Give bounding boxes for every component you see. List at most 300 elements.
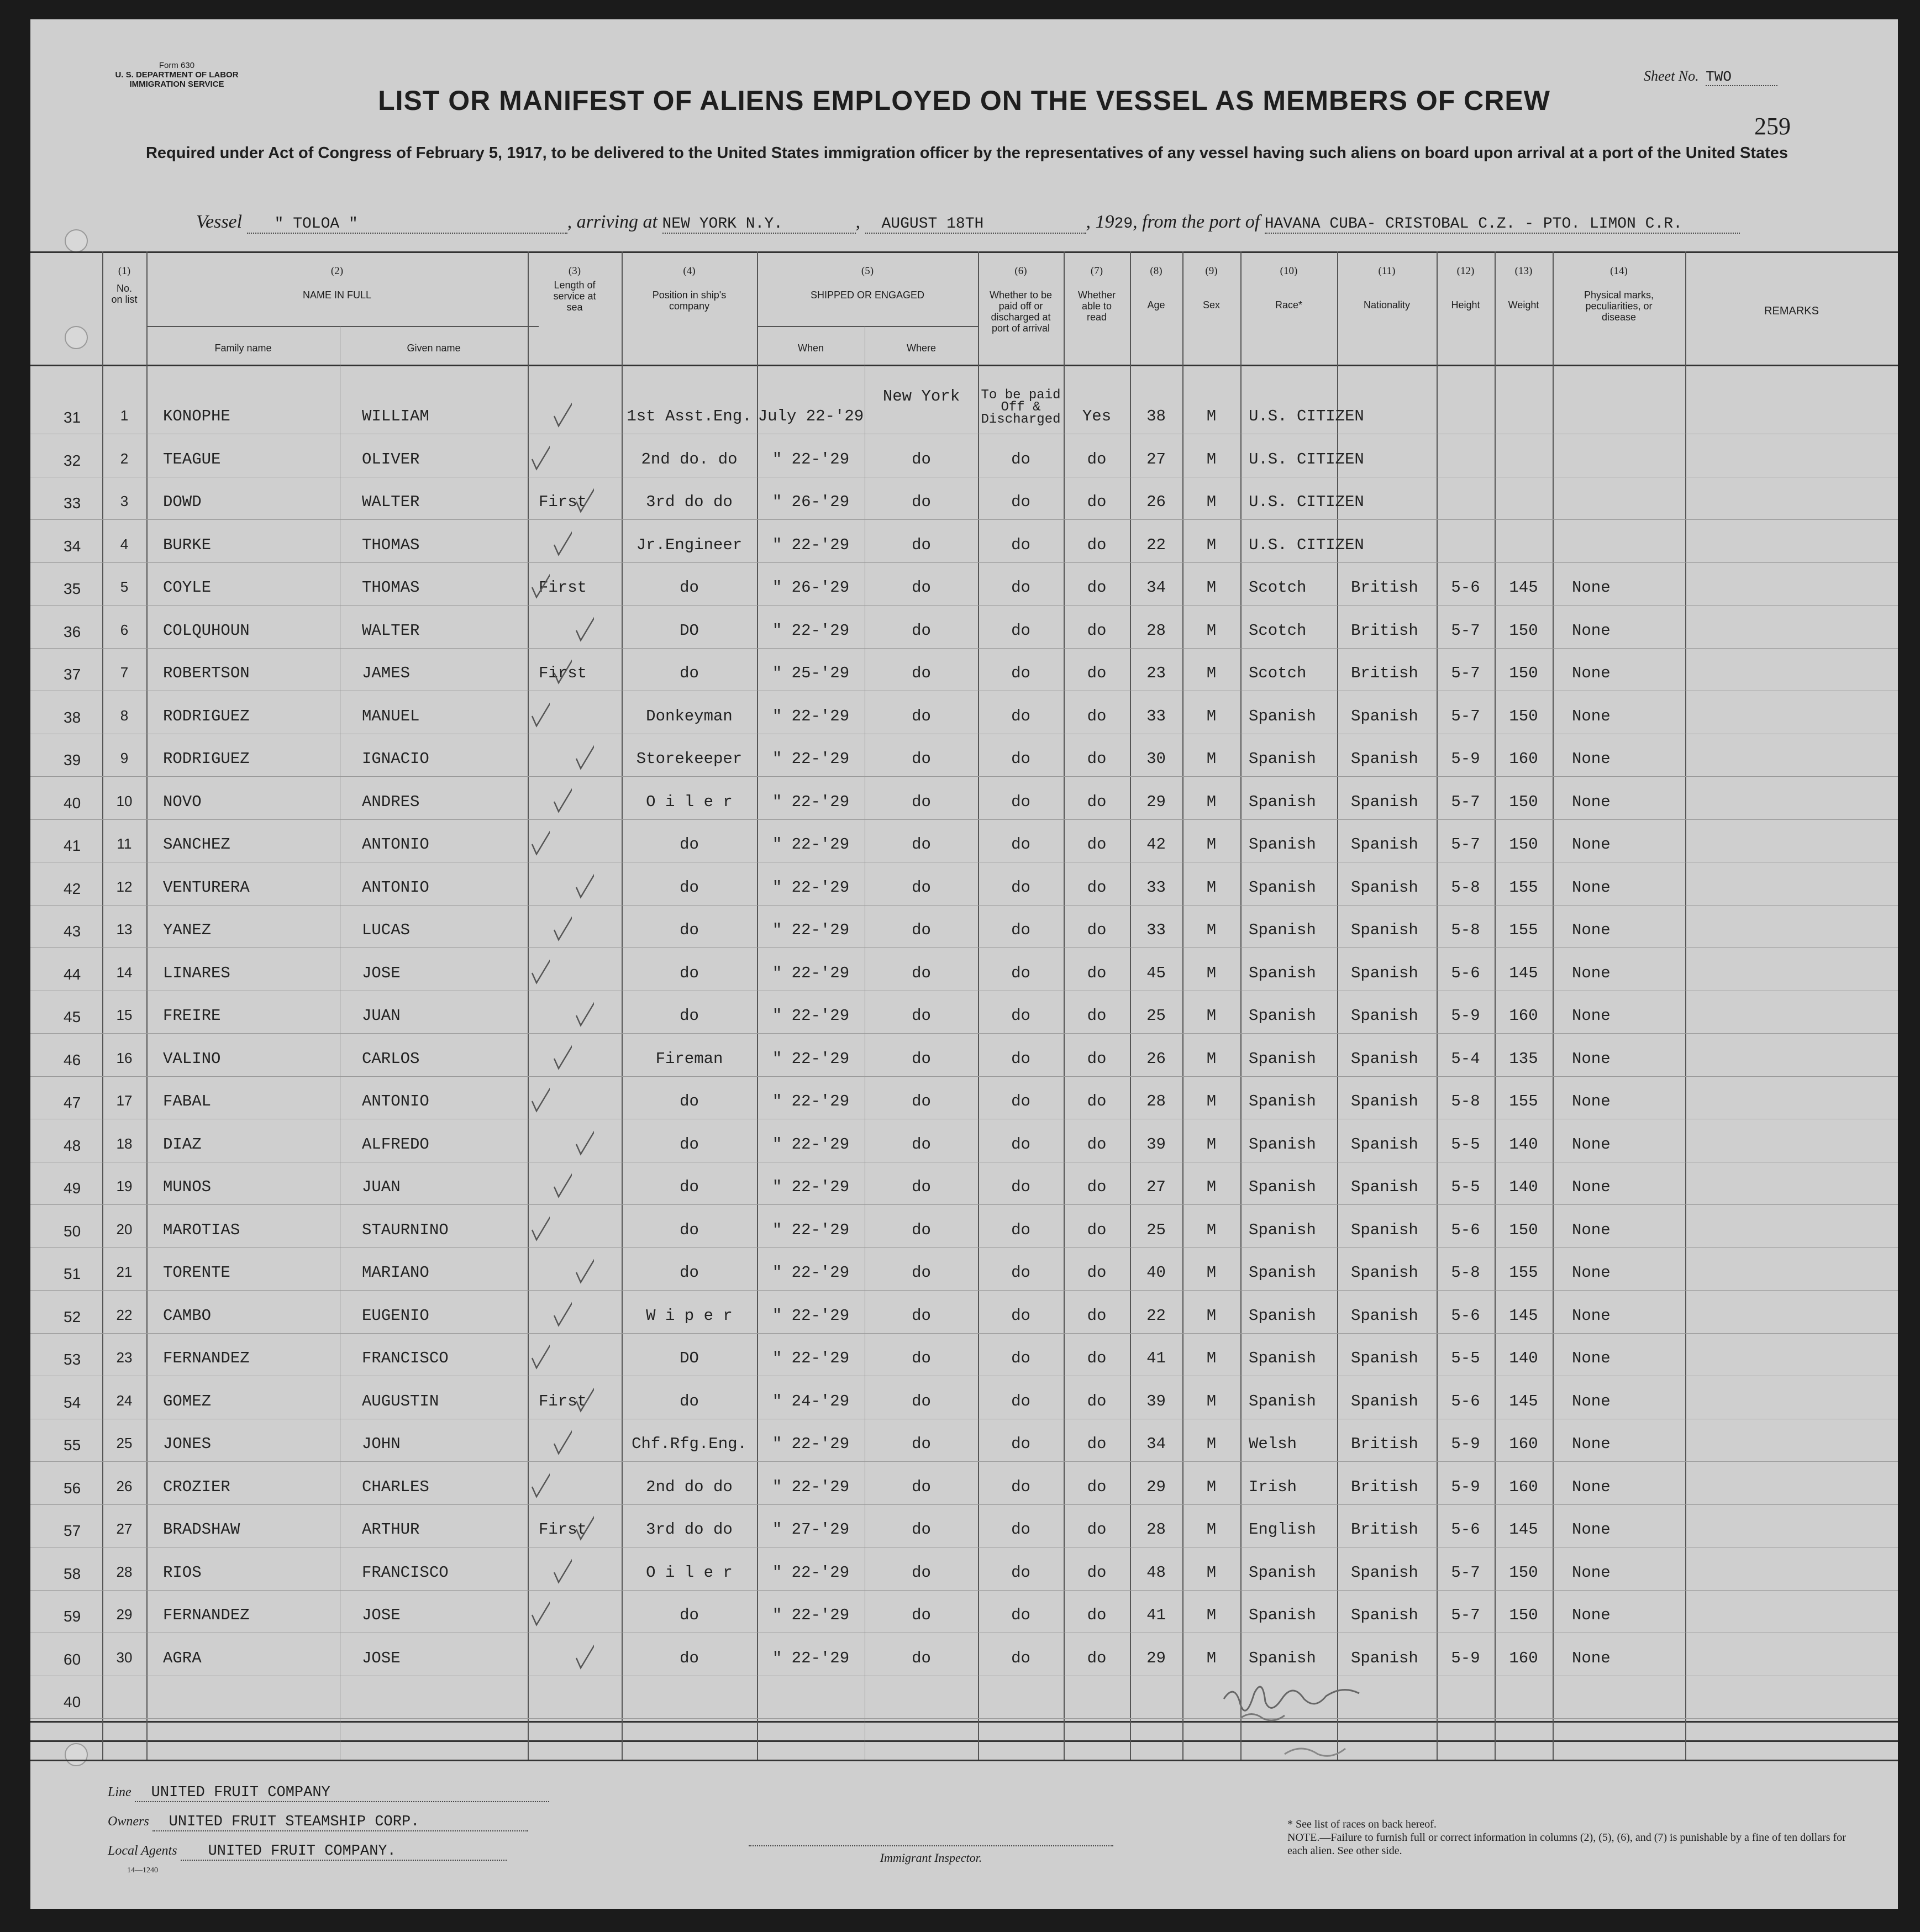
cell-nat: Spanish xyxy=(1351,1178,1418,1196)
cell-when: " 26-'29 xyxy=(772,493,850,511)
line-number: 59 xyxy=(64,1608,81,1625)
cell-no: 28 xyxy=(116,1563,133,1580)
cell-nat: British xyxy=(1351,664,1418,682)
cell-race: U.S. CITIZEN xyxy=(1249,450,1364,468)
footer-notes xyxy=(1287,1818,1851,1857)
cell-marks: None xyxy=(1572,1007,1611,1025)
cell-position: O i l e r xyxy=(646,792,733,811)
cell-age: 30 xyxy=(1146,750,1166,768)
cell-family: FABAL xyxy=(163,1092,212,1110)
cell-where: do xyxy=(912,1349,931,1367)
col-header-sex xyxy=(1182,265,1240,310)
cell-weight: 160 xyxy=(1509,1435,1538,1453)
cell-given: ANTONIO xyxy=(362,835,429,854)
cell-position: W i p e r xyxy=(646,1306,733,1325)
cell-weight: 150 xyxy=(1509,835,1538,854)
cell-age: 33 xyxy=(1146,921,1166,939)
line-number: 39 xyxy=(64,751,81,768)
cell-sex: M xyxy=(1206,1178,1217,1196)
cell-position: O i l e r xyxy=(646,1563,733,1582)
punch-hole xyxy=(65,326,88,349)
sheet-number-field xyxy=(1644,68,1777,86)
cell-no: 8 xyxy=(120,707,129,724)
cell-given: CHARLES xyxy=(362,1477,429,1496)
cell-given: JUAN xyxy=(362,1178,401,1196)
cell-weight: 155 xyxy=(1509,878,1538,897)
line-number: 34 xyxy=(64,537,81,555)
cell-family: MUNOS xyxy=(163,1178,212,1196)
check-mark-icon xyxy=(528,1460,550,1499)
cell-no: 4 xyxy=(120,535,129,552)
cell-given: MANUEL xyxy=(362,707,420,725)
cell-paid: do xyxy=(1011,921,1030,939)
cell-paid: do xyxy=(1011,578,1030,597)
check-mark-icon xyxy=(550,1032,572,1071)
cell-where: do xyxy=(912,964,931,982)
cell-position: Jr.Engineer xyxy=(636,535,743,554)
col-num: (13) xyxy=(1514,265,1533,277)
cell-age: 48 xyxy=(1146,1563,1166,1582)
cell-sex: M xyxy=(1206,450,1217,468)
cell-family: NOVO xyxy=(163,792,202,811)
cell-sex: M xyxy=(1206,1135,1217,1154)
cell-where: do xyxy=(912,1306,931,1325)
col-header-given-name: Given name xyxy=(407,343,461,354)
cell-paid: do xyxy=(1011,493,1030,511)
cell-service: First xyxy=(539,578,587,597)
cell-paid: do xyxy=(1011,1349,1030,1367)
arriving-label: , arriving at xyxy=(567,212,657,232)
cell-race: Spanish xyxy=(1249,1392,1316,1410)
cell-sex: M xyxy=(1206,792,1217,811)
cell-family: BRADSHAW xyxy=(163,1520,240,1539)
departure-ports: HAVANA CUBA- CRISTOBAL C.Z. - PTO. LIMON C.R. xyxy=(1265,215,1740,234)
cell-position: Chf.Rfg.Eng. xyxy=(632,1435,747,1453)
cell-height: 5-7 xyxy=(1451,835,1480,854)
col-header-service xyxy=(528,265,622,313)
cell-family: CROZIER xyxy=(163,1477,230,1496)
row-divider xyxy=(30,1076,1898,1077)
cell-read: do xyxy=(1087,792,1107,811)
col-num: (5) xyxy=(861,265,874,277)
cell-marks: None xyxy=(1572,1392,1611,1410)
cell-family: COLQUHOUN xyxy=(163,621,250,640)
cell-when: " 22-'29 xyxy=(772,921,850,939)
cell-race: Spanish xyxy=(1249,792,1316,811)
cell-marks: None xyxy=(1572,578,1611,597)
cell-height: 5-5 xyxy=(1451,1349,1480,1367)
cell-where: do xyxy=(912,1520,931,1539)
cell-read: do xyxy=(1087,1349,1107,1367)
cell-where: do xyxy=(912,493,931,511)
cell-position: do xyxy=(680,578,699,597)
cell-when: " 22-'29 xyxy=(772,450,850,468)
cell-position: do xyxy=(680,1392,699,1410)
col-num: (3) xyxy=(568,265,581,277)
cell-marks: None xyxy=(1572,1520,1611,1539)
cell-paid: do xyxy=(1011,1135,1030,1154)
cell-family: FREIRE xyxy=(163,1007,221,1025)
cell-no: 10 xyxy=(116,792,133,809)
cell-given: WILLIAM xyxy=(362,407,429,425)
cell-where: do xyxy=(912,621,931,640)
cell-position: do xyxy=(680,835,699,854)
manifest-sheet xyxy=(30,19,1898,1909)
cell-family: CAMBO xyxy=(163,1306,212,1325)
cell-when: " 27-'29 xyxy=(772,1520,850,1539)
note-text: —Failure to furnish full or correct information in columns (2), (5), (6), and (7) is punishable by a fine of ten dollars for each alien. See other side. xyxy=(1287,1831,1846,1857)
check-mark-icon xyxy=(550,1417,572,1456)
cell-no: 18 xyxy=(116,1135,133,1152)
vessel-label: Vessel xyxy=(196,212,243,232)
col-label: Height xyxy=(1451,299,1480,310)
cell-no: 26 xyxy=(116,1477,133,1494)
cell-weight: 145 xyxy=(1509,1306,1538,1325)
cell-family: ROBERTSON xyxy=(163,664,250,682)
cell-when: " 26-'29 xyxy=(772,578,850,597)
cell-paid: do xyxy=(1011,878,1030,897)
row-divider xyxy=(30,1333,1898,1334)
cell-no: 14 xyxy=(116,964,133,981)
cell-position: Storekeeper xyxy=(636,750,743,768)
row-divider xyxy=(30,776,1898,777)
cell-nat: Spanish xyxy=(1351,1606,1418,1624)
row-divider xyxy=(30,519,1898,520)
cell-read: do xyxy=(1087,1220,1107,1239)
line-number: 48 xyxy=(64,1136,81,1154)
line-number: 54 xyxy=(64,1393,81,1411)
cell-nat: Spanish xyxy=(1351,1092,1418,1110)
cell-where: do xyxy=(912,1049,931,1068)
cell-height: 5-9 xyxy=(1451,1435,1480,1453)
cell-age: 28 xyxy=(1146,621,1166,640)
cell-no: 20 xyxy=(116,1220,133,1238)
cell-sex: M xyxy=(1206,493,1217,511)
cell-nat: Spanish xyxy=(1351,1264,1418,1282)
cell-nat: Spanish xyxy=(1351,1392,1418,1410)
cell-no: 5 xyxy=(120,578,129,595)
cell-position: do xyxy=(680,1606,699,1624)
cell-position: do xyxy=(680,664,699,682)
cell-family: MAROTIAS xyxy=(163,1220,240,1239)
cell-race: U.S. CITIZEN xyxy=(1249,535,1364,554)
cell-height: 5-6 xyxy=(1451,1520,1480,1539)
cell-weight: 155 xyxy=(1509,1264,1538,1282)
line-number: 41 xyxy=(64,837,81,854)
row-divider xyxy=(30,1204,1898,1205)
cell-sex: M xyxy=(1206,1092,1217,1110)
cell-paid: do xyxy=(1011,1392,1030,1410)
cell-family: GOMEZ xyxy=(163,1392,212,1410)
cell-sex: M xyxy=(1206,1520,1217,1539)
cell-nat: Spanish xyxy=(1351,1306,1418,1325)
cell-position: 2nd do do xyxy=(646,1477,733,1496)
cell-when: " 22-'29 xyxy=(772,1092,850,1110)
cell-no: 17 xyxy=(116,1092,133,1109)
year-prefix: , 19 xyxy=(1086,212,1114,232)
cell-position: do xyxy=(680,1007,699,1025)
cell-age: 38 xyxy=(1146,407,1166,425)
cell-height: 5-7 xyxy=(1451,1563,1480,1582)
check-mark-icon xyxy=(528,689,550,728)
cell-when: " 22-'29 xyxy=(772,1007,850,1025)
cell-marks: None xyxy=(1572,1178,1611,1196)
cell-age: 29 xyxy=(1146,1649,1166,1667)
cell-service: First xyxy=(539,1392,587,1410)
cell-race: Spanish xyxy=(1249,835,1316,854)
row-divider xyxy=(30,905,1898,906)
cell-read: do xyxy=(1087,1306,1107,1325)
cell-sex: M xyxy=(1206,664,1217,682)
cell-paid: do xyxy=(1011,1264,1030,1282)
check-mark-icon xyxy=(572,732,594,771)
cell-when: " 22-'29 xyxy=(772,707,850,725)
cell-race: Spanish xyxy=(1249,964,1316,982)
cell-service: First xyxy=(539,493,587,511)
cell-read: do xyxy=(1087,750,1107,768)
cell-weight: 140 xyxy=(1509,1349,1538,1367)
agents-label: Local Agents xyxy=(108,1844,177,1858)
cell-age: 29 xyxy=(1146,792,1166,811)
check-mark-icon xyxy=(550,1546,572,1584)
cell-read: do xyxy=(1087,1007,1107,1025)
cell-marks: None xyxy=(1572,1477,1611,1496)
cell-height: 5-6 xyxy=(1451,578,1480,597)
line-value: UNITED FRUIT COMPANY xyxy=(135,1784,549,1802)
cell-read: do xyxy=(1087,878,1107,897)
cell-marks: None xyxy=(1572,707,1611,725)
cell-age: 28 xyxy=(1146,1520,1166,1539)
cell-sex: M xyxy=(1206,1392,1217,1410)
cell-marks: None xyxy=(1572,621,1611,640)
cell-height: 5-9 xyxy=(1451,1649,1480,1667)
cell-no: 7 xyxy=(120,664,129,681)
cell-race: Spanish xyxy=(1249,1563,1316,1582)
line-number: 43 xyxy=(64,923,81,940)
cell-given: AUGUSTIN xyxy=(362,1392,439,1410)
cell-age: 27 xyxy=(1146,450,1166,468)
cell-given: FRANCISCO xyxy=(362,1563,449,1582)
cell-height: 5-6 xyxy=(1451,964,1480,982)
cell-weight: 150 xyxy=(1509,1606,1538,1624)
immigrant-inspector-label: Immigrant Inspector. xyxy=(880,1851,982,1865)
cell-marks: None xyxy=(1572,1264,1611,1282)
cell-height: 5-9 xyxy=(1451,1007,1480,1025)
cell-family: TORENTE xyxy=(163,1264,230,1282)
cell-service: First xyxy=(539,1520,587,1539)
cell-given: FRANCISCO xyxy=(362,1349,449,1367)
col-header-remarks: REMARKS xyxy=(1764,305,1819,317)
cell-when: " 22-'29 xyxy=(772,878,850,897)
line-number: 52 xyxy=(64,1308,81,1325)
cell-given: LUCAS xyxy=(362,921,411,939)
cell-when: " 22-'29 xyxy=(772,1220,850,1239)
cell-weight: 155 xyxy=(1509,1092,1538,1110)
cell-no: 1 xyxy=(120,407,129,424)
col-label: SHIPPED OR ENGAGED xyxy=(810,289,925,301)
cell-sex: M xyxy=(1206,578,1217,597)
cell-paid: To be paid Off & Discharged xyxy=(981,388,1061,427)
check-mark-icon xyxy=(528,1075,550,1113)
cell-no: 9 xyxy=(120,750,129,766)
cell-paid: do xyxy=(1011,750,1030,768)
col-header-when: When xyxy=(797,343,824,354)
cell-given: WALTER xyxy=(362,621,420,640)
from-label: , from the port of xyxy=(1133,212,1260,232)
cell-sex: M xyxy=(1206,621,1217,640)
race-note: * See list of races on back hereof. xyxy=(1287,1818,1437,1830)
cell-nat: Spanish xyxy=(1351,878,1418,897)
cell-position: do xyxy=(680,1220,699,1239)
row-divider xyxy=(30,605,1898,606)
cell-paid: do xyxy=(1011,1007,1030,1025)
cell-nat: Spanish xyxy=(1351,1135,1418,1154)
cell-marks: None xyxy=(1572,1435,1611,1453)
cell-marks: None xyxy=(1572,964,1611,982)
cell-sex: M xyxy=(1206,921,1217,939)
col-num: (14) xyxy=(1610,265,1628,277)
cell-paid: do xyxy=(1011,964,1030,982)
cell-marks: None xyxy=(1572,1306,1611,1325)
cell-given: MARIANO xyxy=(362,1264,429,1282)
cell-where: do xyxy=(912,707,931,725)
cell-where: do xyxy=(912,835,931,854)
line-number: 60 xyxy=(64,1650,81,1668)
cell-position: 3rd do do xyxy=(646,493,733,511)
cell-when: " 25-'29 xyxy=(772,664,850,682)
line-number: 42 xyxy=(64,880,81,897)
cell-weight: 150 xyxy=(1509,1563,1538,1582)
cell-family: RODRIGUEZ xyxy=(163,750,250,768)
col-header-where: Where xyxy=(906,343,936,354)
cell-age: 33 xyxy=(1146,878,1166,897)
row-divider xyxy=(30,1247,1898,1248)
cell-nat: Spanish xyxy=(1351,1220,1418,1239)
cell-sex: M xyxy=(1206,1264,1217,1282)
cell-read: do xyxy=(1087,664,1107,682)
cell-marks: None xyxy=(1572,878,1611,897)
cell-no: 3 xyxy=(120,493,129,509)
col-label: No. on list xyxy=(111,283,138,305)
line-number: 31 xyxy=(64,409,81,426)
cell-paid: do xyxy=(1011,450,1030,468)
line-number: 33 xyxy=(64,494,81,512)
cell-no: 11 xyxy=(117,835,132,852)
cell-where: do xyxy=(912,1220,931,1239)
cell-when: " 22-'29 xyxy=(772,750,850,768)
cell-given: ALFREDO xyxy=(362,1135,429,1154)
line-number: 36 xyxy=(64,623,81,640)
cell-age: 45 xyxy=(1146,964,1166,982)
col-label: Whether to be paid off or discharged at port of arrival xyxy=(989,289,1053,334)
vessel-name: " TOLOA " xyxy=(247,215,567,234)
cell-position: DO xyxy=(680,621,699,640)
cell-where: do xyxy=(912,1178,931,1196)
inspector-signature xyxy=(1218,1677,1450,1771)
cell-age: 23 xyxy=(1146,664,1166,682)
cell-race: Spanish xyxy=(1249,1092,1316,1110)
cell-race: Spanish xyxy=(1249,1649,1316,1667)
cell-where: New York xyxy=(882,387,960,406)
check-mark-icon xyxy=(550,1160,572,1199)
cell-no: 27 xyxy=(116,1520,133,1537)
cell-when: " 22-'29 xyxy=(772,1563,850,1582)
cell-given: JUAN xyxy=(362,1007,401,1025)
cell-position: do xyxy=(680,1178,699,1196)
cell-where: do xyxy=(912,1092,931,1110)
cell-age: 40 xyxy=(1146,1264,1166,1282)
cell-given: THOMAS xyxy=(362,535,420,554)
cell-where: do xyxy=(912,750,931,768)
check-mark-icon xyxy=(572,861,594,899)
cell-nat: Spanish xyxy=(1351,1049,1418,1068)
cell-race: Spanish xyxy=(1249,1178,1316,1196)
cell-paid: do xyxy=(1011,707,1030,725)
cell-race: Spanish xyxy=(1249,878,1316,897)
row-divider xyxy=(30,1461,1898,1462)
page-number: 259 xyxy=(1754,113,1791,140)
cell-no: 25 xyxy=(116,1435,133,1451)
check-mark-icon xyxy=(528,946,550,985)
cell-where: do xyxy=(912,878,931,897)
cell-when: " 22-'29 xyxy=(772,1178,850,1196)
cell-age: 22 xyxy=(1146,1306,1166,1325)
cell-read: do xyxy=(1087,1092,1107,1110)
year-suffix: 29 xyxy=(1114,215,1133,233)
cell-height: 5-5 xyxy=(1451,1135,1480,1154)
cell-nat: British xyxy=(1351,1435,1418,1453)
cell-position: do xyxy=(680,964,699,982)
line-number: 53 xyxy=(64,1351,81,1368)
cell-weight: 150 xyxy=(1509,621,1538,640)
cell-sex: M xyxy=(1206,878,1217,897)
col-label: Race* xyxy=(1275,299,1303,310)
col-num: (10) xyxy=(1280,265,1298,277)
cell-sex: M xyxy=(1206,1220,1217,1239)
cell-race: Spanish xyxy=(1249,1135,1316,1154)
cell-given: ANTONIO xyxy=(362,878,429,897)
cell-when: " 24-'29 xyxy=(772,1392,850,1410)
cell-read: do xyxy=(1087,964,1107,982)
cell-sex: M xyxy=(1206,407,1217,425)
col-header-age xyxy=(1130,265,1182,310)
cell-sex: M xyxy=(1206,1649,1217,1667)
cell-age: 22 xyxy=(1146,535,1166,554)
col-header-name xyxy=(146,265,528,301)
cell-height: 5-5 xyxy=(1451,1178,1480,1196)
cell-paid: do xyxy=(1011,621,1030,640)
cell-nat: Spanish xyxy=(1351,964,1418,982)
line-number: 50 xyxy=(64,1222,81,1240)
cell-where: do xyxy=(912,792,931,811)
row-divider xyxy=(30,1290,1898,1291)
check-mark-icon xyxy=(572,1375,594,1413)
cell-nat: British xyxy=(1351,578,1418,597)
line-number: 55 xyxy=(64,1436,81,1454)
cell-family: KONOPHE xyxy=(163,407,230,425)
cell-no: 2 xyxy=(120,450,129,467)
cell-weight: 145 xyxy=(1509,1520,1538,1539)
col-label: Sex xyxy=(1202,299,1221,310)
col-label: NAME IN FULL xyxy=(302,289,372,301)
line-number: 40 xyxy=(64,1693,81,1710)
cell-marks: None xyxy=(1572,835,1611,854)
cell-when: " 22-'29 xyxy=(772,1606,850,1624)
line-number: 35 xyxy=(64,580,81,597)
cell-race: Welsh xyxy=(1249,1435,1297,1453)
cell-paid: do xyxy=(1011,664,1030,682)
cell-height: 5-6 xyxy=(1451,1392,1480,1410)
